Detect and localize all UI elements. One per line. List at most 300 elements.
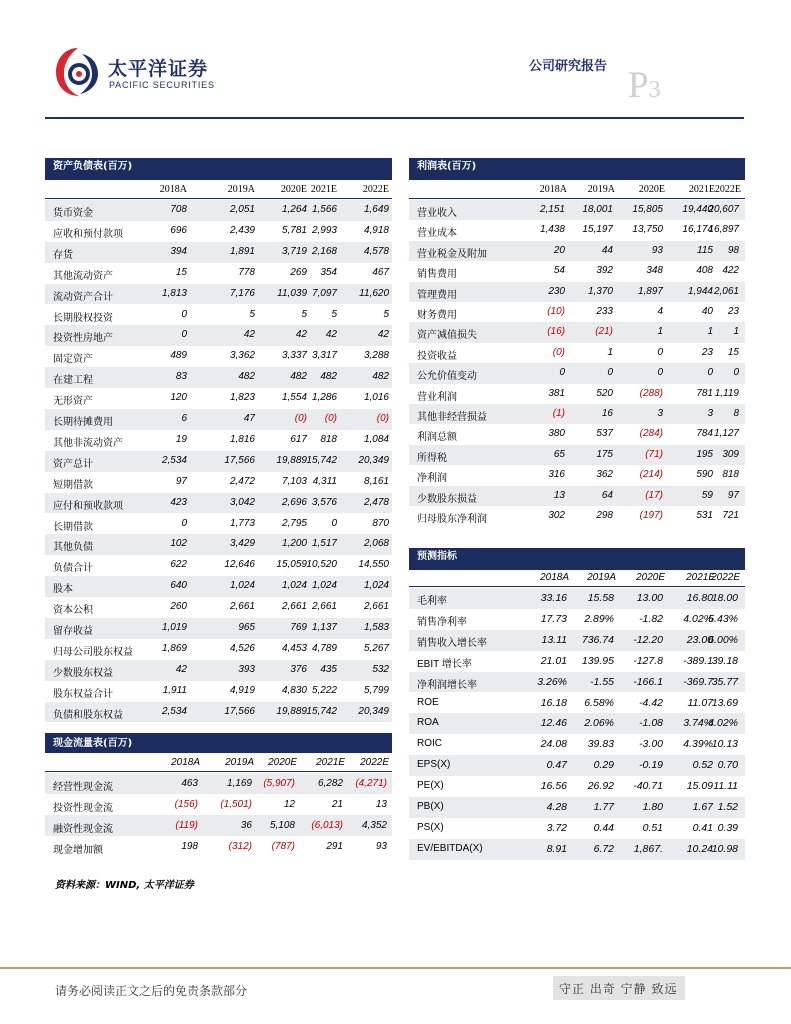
cell-value: 0.44 (593, 821, 614, 834)
column-header-3: 2021E (316, 757, 345, 768)
cell-value: 23 (701, 346, 713, 358)
cell-value: 15,197 (582, 224, 613, 236)
row-label: 销售净利率 (417, 616, 467, 628)
cell-value: 20 (553, 244, 565, 256)
cell-value: 19,889 (276, 454, 307, 466)
cell-value: -369.7 (683, 675, 713, 688)
cell-value: 16,897 (708, 224, 739, 236)
cell-value: 98 (727, 244, 739, 256)
cell-value: 40 (701, 306, 713, 317)
row-label: 留存收益 (53, 626, 93, 637)
cell-value: 381 (548, 387, 565, 399)
cell-value: 778 (238, 266, 255, 278)
table-row (409, 220, 745, 240)
cell-value: 489 (170, 350, 187, 362)
cell-value: 784 (696, 428, 713, 440)
table-row (409, 713, 745, 734)
cell-value: 354 (320, 266, 337, 278)
cell-value: 15,805 (632, 204, 663, 215)
cell-value: 4.28 (546, 801, 567, 813)
row-label: 营业收入 (417, 208, 457, 219)
cell-value: 721 (722, 510, 739, 521)
cell-value: 0 (559, 367, 565, 379)
cell-value: (0) (324, 413, 337, 424)
cell-value: 5 (249, 308, 255, 320)
row-label: 货币资金 (53, 208, 93, 219)
cell-value: 230 (548, 285, 565, 297)
cell-value: 13.11 (541, 633, 567, 646)
cell-value: 4.02% (683, 612, 713, 625)
cell-value: 13,750 (632, 224, 663, 236)
row-label: 净利润增长率 (417, 679, 477, 691)
row-label: 销售费用 (417, 269, 457, 281)
cell-value: 380 (548, 428, 565, 440)
cell-value: 120 (170, 392, 187, 404)
logo-english-name: PACIFIC SECURITIES (109, 80, 215, 90)
row-label: 应收和预付款项 (53, 228, 123, 240)
row-label: 资产减值损失 (417, 330, 477, 342)
cell-value: (787) (271, 841, 295, 852)
logo-chinese-name: 太平洋证券 (108, 58, 209, 80)
balance-sheet-title: 资产负债表(百万) (45, 158, 392, 180)
cell-value: 818 (722, 469, 739, 481)
column-header-0: 2018A (159, 184, 187, 195)
row-label: 固定资产 (53, 354, 93, 366)
cell-value: 0 (181, 517, 187, 529)
cell-value: 0.39 (717, 821, 738, 834)
cell-value: 1,137 (311, 622, 337, 633)
column-header-0: 2018A (171, 757, 200, 768)
cell-value: 3 (657, 408, 663, 419)
cell-value: (71) (645, 448, 663, 460)
row-label: EPS(X) (417, 759, 451, 771)
cell-value: 5,781 (281, 224, 307, 236)
cell-value: 1,869 (161, 642, 187, 654)
cash-flow-title: 现金流量表(百万) (45, 733, 392, 753)
cell-value: 1,813 (161, 287, 187, 299)
row-label: 长期股权投资 (53, 312, 113, 324)
cell-value: 93 (375, 841, 387, 852)
cell-value: 0.51 (642, 821, 663, 834)
row-label: 所得税 (417, 452, 447, 464)
row-label: 短期借款 (53, 479, 93, 491)
cell-value: 3,042 (229, 496, 255, 508)
column-header-1: 2019A (587, 572, 616, 583)
row-label: 融资性现金流 (53, 824, 113, 835)
forecast-indicators-table (409, 548, 745, 860)
cell-value: 2,439 (229, 224, 255, 236)
cell-value: 11,620 (359, 287, 389, 299)
cell-value: 4,830 (281, 684, 307, 696)
table-row (409, 384, 745, 404)
cell-value: 8.91 (546, 842, 567, 855)
table-row (45, 430, 392, 451)
cell-value: 590 (696, 469, 713, 481)
cell-value: 17,566 (224, 705, 255, 717)
cell-value: 1,024 (363, 580, 389, 592)
column-header-3: 2021E (686, 572, 715, 583)
cell-value: 1,517 (311, 538, 337, 550)
table-row (45, 493, 392, 514)
cell-value: 2,051 (229, 204, 255, 215)
company-logo (52, 44, 222, 100)
cell-value: 16,174 (682, 224, 713, 236)
cell-value: 195 (696, 448, 713, 460)
cell-value: 435 (320, 663, 337, 675)
row-label: 公允价值变动 (417, 371, 477, 383)
cell-value: 20,607 (708, 204, 739, 215)
table-row (45, 773, 392, 794)
cell-value: 17,566 (224, 454, 255, 466)
row-label: 归母股东净利润 (417, 514, 487, 525)
cell-value: 59 (701, 489, 713, 501)
cell-value: 482 (238, 371, 255, 383)
table-row (45, 451, 392, 472)
cell-value: 422 (722, 265, 739, 277)
table-row (45, 702, 392, 723)
cell-value: 24.08 (540, 738, 567, 751)
cell-value: 10.98 (711, 842, 738, 855)
table-row (45, 325, 392, 346)
table-row (409, 839, 745, 860)
footer-divider (0, 967, 791, 969)
column-header-1: 2019A (227, 184, 255, 195)
table-row (409, 424, 745, 444)
row-label: 负债合计 (53, 563, 93, 575)
cell-value: 36 (240, 820, 252, 831)
cell-value: 1,024 (229, 580, 255, 592)
cell-value: -166.1 (633, 675, 663, 688)
cell-value: 1,816 (229, 433, 255, 445)
table-row (45, 305, 392, 326)
table-row (45, 346, 392, 367)
cell-value: 2,168 (311, 245, 337, 257)
table-row (409, 322, 745, 342)
cell-value: 42 (243, 329, 255, 341)
table-row (45, 367, 392, 388)
row-label: EV/EBITDA(X) (417, 842, 483, 854)
row-label: ROA (417, 717, 439, 729)
cell-value: 5,799 (363, 684, 389, 696)
table-row (45, 284, 392, 305)
cell-value: 4,919 (229, 684, 255, 696)
cell-value: 15,742 (306, 705, 337, 717)
cell-value: 19,440 (682, 204, 713, 215)
cell-value: (1,501) (220, 799, 252, 810)
cell-value: 12.46 (540, 717, 567, 730)
cell-value: 482 (372, 371, 389, 383)
row-label: 其他负债 (53, 542, 93, 554)
cell-value: 47 (243, 413, 255, 424)
cell-value: -3.00 (639, 738, 663, 751)
cell-value: -40.71 (633, 780, 663, 793)
cell-value: 818 (320, 433, 337, 445)
cell-value: 13.69 (711, 696, 738, 709)
cell-value: (119) (175, 820, 198, 831)
company-motto: 守正 出奇 宁静 致远 (553, 976, 685, 1000)
cell-value: 1,566 (311, 204, 337, 215)
row-label: 股本 (53, 584, 73, 596)
cell-value: 617 (290, 433, 307, 445)
cell-value: 965 (238, 622, 255, 633)
cell-value: (288) (639, 387, 663, 399)
cell-value: 5 (383, 308, 389, 320)
row-label: 负债和股东权益 (53, 709, 123, 721)
cell-value: 362 (596, 469, 613, 481)
cell-value: -1.82 (639, 612, 663, 625)
cell-value: 708 (170, 204, 187, 215)
cell-value: 0 (707, 367, 713, 379)
income-statement-title: 利润表(百万) (409, 158, 745, 180)
row-label: 其他非经营损益 (417, 412, 487, 423)
cell-value: 2,478 (363, 496, 389, 508)
cell-value: 1,897 (637, 285, 663, 297)
table-row (409, 282, 745, 302)
cell-value: 64 (601, 489, 613, 501)
cell-value: 1 (733, 326, 739, 338)
cell-value: 19 (175, 433, 187, 445)
row-label: 其他非流动资产 (53, 437, 123, 449)
page-letter: P (628, 65, 649, 106)
cell-value: 15,742 (306, 454, 337, 466)
row-label: 应付和预收款项 (53, 500, 123, 512)
header-divider (45, 117, 744, 119)
cell-value: 0.52 (692, 759, 713, 772)
cell-value: 23.00 (686, 633, 713, 646)
pacific-securities-logo-icon (52, 44, 104, 100)
cell-value: 769 (290, 622, 307, 633)
cell-value: 5.43% (708, 612, 738, 625)
row-label: EBIT 增长率 (417, 658, 472, 670)
cell-value: 1.80 (642, 801, 663, 813)
column-header-0: 2018A (540, 572, 569, 583)
cell-value: 10,520 (306, 559, 337, 571)
cell-value: 4,789 (311, 642, 337, 654)
cell-value: 44 (601, 244, 613, 256)
column-header-3: 2021E (688, 184, 715, 195)
row-label: 流动资产合计 (53, 291, 113, 303)
cell-value: 8,161 (363, 475, 389, 487)
row-label: 经营性现金流 (53, 782, 113, 793)
header-rule (45, 771, 392, 772)
cell-value: 93 (651, 244, 663, 256)
page-digit: 3 (648, 77, 661, 103)
cell-value: -1.08 (639, 717, 663, 730)
table-row (409, 343, 745, 363)
cell-value: 8 (733, 408, 739, 419)
cell-value: 423 (170, 496, 187, 508)
cell-value: 15 (175, 266, 187, 278)
cell-value: 1 (607, 346, 613, 358)
column-header-0: 2018A (539, 184, 567, 195)
table-row (409, 200, 745, 220)
table-row (409, 404, 745, 424)
cell-value: 1,773 (229, 517, 255, 529)
column-header-4: 2022E (360, 757, 389, 768)
cell-value: 537 (596, 428, 613, 440)
table-row (409, 261, 745, 281)
table-row (45, 576, 392, 597)
cell-value: 0 (607, 367, 613, 379)
cell-value: -127.8 (633, 654, 663, 667)
cell-value: 1,554 (281, 392, 307, 404)
cell-value: 42 (295, 329, 307, 341)
table-row (409, 693, 745, 714)
cell-value: 4,352 (361, 820, 387, 831)
cell-value: 18,001 (582, 204, 613, 215)
row-label: PE(X) (417, 780, 444, 792)
cell-value: 17.73 (540, 612, 567, 625)
cell-value: 23 (727, 306, 739, 317)
row-label: 少数股东损益 (417, 493, 477, 505)
cell-value: (0) (376, 413, 389, 424)
cell-value: 482 (320, 371, 337, 383)
cell-value: 1 (657, 326, 663, 338)
cell-value: (156) (174, 799, 198, 810)
cell-value: 1,944 (687, 285, 713, 297)
cell-value: 3,288 (363, 350, 389, 362)
cell-value: 15,059 (276, 559, 307, 571)
row-label: 财务费用 (417, 310, 457, 321)
cell-value: 269 (290, 266, 307, 278)
cell-value: (0) (552, 346, 565, 358)
cell-value: 0 (657, 346, 663, 358)
cell-value: 4.02% (708, 717, 738, 730)
cell-value: (16) (547, 326, 565, 338)
row-label: 净利润 (417, 473, 447, 485)
row-label: 长期借款 (53, 521, 93, 533)
column-header-1: 2019A (225, 757, 254, 768)
cell-value: 2,151 (539, 204, 565, 215)
cell-value: 13 (375, 799, 387, 810)
cell-value: 2,534 (161, 705, 187, 717)
cell-value: 19,889 (276, 705, 307, 717)
cell-value: 1,024 (281, 580, 307, 592)
cell-value: 302 (548, 510, 565, 521)
cell-value: 260 (170, 601, 187, 613)
cell-value: 2,472 (229, 475, 255, 487)
cell-value: 198 (181, 841, 198, 852)
cell-value: 13.00 (636, 592, 663, 604)
cell-value: 16.56 (540, 780, 567, 793)
cell-value: 4,311 (312, 475, 337, 487)
cell-value: (6,013) (311, 820, 343, 831)
cell-value: 2,795 (281, 517, 307, 529)
cell-value: 640 (170, 580, 187, 592)
cell-value: (284) (639, 428, 663, 440)
table-row (409, 445, 745, 465)
column-header-2: 2020E (268, 757, 297, 768)
cell-value: 175 (596, 448, 613, 460)
cell-value: 16 (601, 408, 613, 419)
cell-value: 26.92 (587, 780, 614, 793)
row-label: ROE (417, 696, 439, 708)
table-row (409, 734, 745, 755)
cell-value: 6.00% (708, 633, 738, 646)
cell-value: 42 (377, 329, 389, 341)
cell-value: 21.01 (540, 654, 567, 667)
column-header-2: 2020E (636, 572, 665, 583)
cell-value: -1.55 (590, 675, 614, 688)
cell-value: 0 (657, 367, 663, 379)
page-number (628, 64, 661, 107)
cell-value: 532 (372, 663, 389, 675)
cell-value: 16.18 (540, 696, 567, 709)
cell-value: 482 (290, 371, 307, 383)
cell-value: 10.24 (686, 842, 713, 855)
table-row (45, 794, 392, 815)
cell-value: 2,661 (363, 601, 389, 613)
cash-flow-table (45, 733, 392, 859)
row-label: 归母公司股东权益 (53, 646, 133, 658)
cell-value: 2.06% (584, 717, 614, 730)
table-row (409, 797, 745, 818)
cell-value: 1,438 (539, 224, 565, 236)
cell-value: (197) (639, 510, 663, 521)
cell-value: 12 (283, 799, 295, 810)
cell-value: 97 (727, 489, 739, 501)
cell-value: 392 (596, 265, 613, 277)
cell-value: 463 (181, 778, 198, 789)
column-header-1: 2019A (587, 184, 615, 195)
cell-value: 7,176 (229, 287, 255, 299)
cell-value: 33.16 (540, 592, 567, 604)
table-row (409, 776, 745, 797)
cell-value: 298 (596, 510, 613, 521)
cell-value: 42 (325, 329, 337, 341)
row-label: 股东权益合计 (53, 688, 113, 700)
column-header-3: 2021E (310, 184, 337, 195)
table-row (409, 241, 745, 261)
cell-value: -0.19 (639, 759, 663, 772)
cell-value: 736.74 (581, 633, 614, 646)
cell-value: 394 (170, 245, 187, 257)
table-row (45, 514, 392, 535)
cell-value: 5,267 (363, 642, 389, 654)
cell-value: 0.70 (717, 759, 738, 772)
table-row (409, 609, 745, 630)
cell-value: 15 (727, 346, 739, 358)
column-header-2: 2020E (280, 184, 307, 195)
cell-value: (17) (645, 489, 663, 501)
cell-value: 0.29 (593, 759, 614, 772)
cell-value: 1,019 (161, 622, 187, 633)
row-label: 销售收入增长率 (417, 637, 487, 649)
cell-value: 1,891 (229, 245, 255, 257)
cell-value: 4,918 (363, 224, 389, 236)
table-row (45, 597, 392, 618)
cell-value: 83 (175, 371, 187, 383)
cell-value: 7,097 (311, 287, 337, 299)
row-label: 资本公积 (53, 605, 93, 617)
cell-value: 0.47 (546, 759, 567, 772)
row-label: 少数股东权益 (53, 667, 113, 679)
row-label: 营业成本 (417, 228, 457, 240)
balance-sheet-table (45, 158, 392, 721)
cell-value: 18.00 (711, 592, 738, 604)
column-header-4: 2022E (362, 184, 389, 195)
cell-value: 2,061 (713, 285, 739, 297)
cell-value: 15.58 (587, 592, 614, 604)
cell-value: 139.95 (581, 654, 614, 667)
forecast-title: 预测指标 (409, 548, 745, 570)
cell-value: 97 (175, 475, 187, 487)
table-row (409, 755, 745, 776)
disclaimer-notice: 请务必阅读正文之后的免责条款部分 (55, 984, 248, 998)
cell-value: 7,103 (281, 475, 307, 487)
cell-value: 1,024 (311, 580, 337, 592)
table-row (409, 588, 745, 609)
